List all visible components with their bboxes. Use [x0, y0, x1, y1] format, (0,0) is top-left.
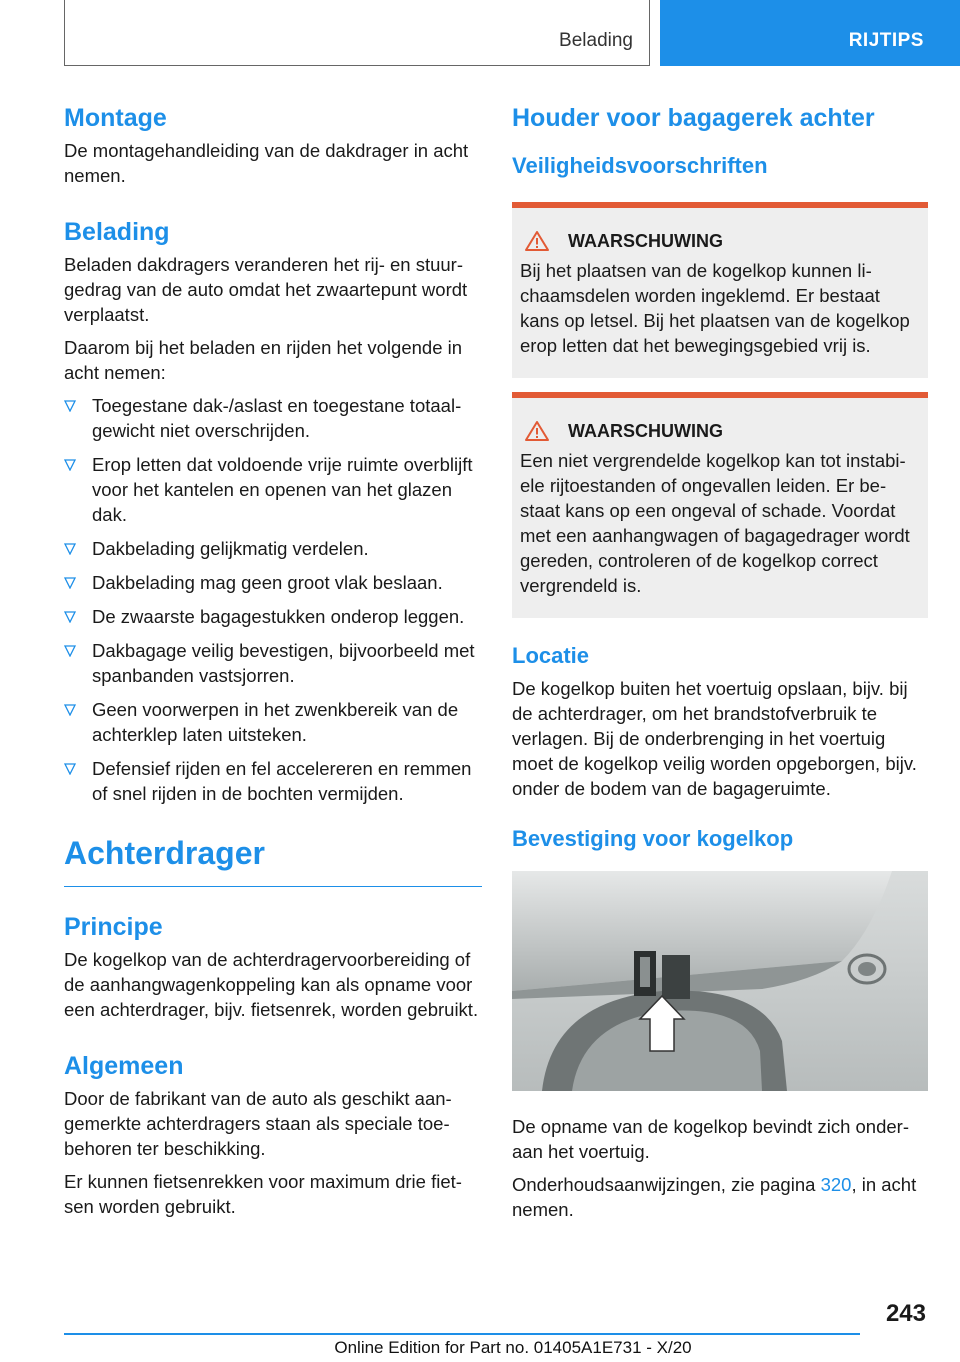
- list-item: De zwaarste bagagestukken onderop leggen.: [64, 604, 482, 629]
- heading-achterdrager: Achterdrager: [64, 828, 482, 887]
- tow-ball-mount-illustration: [512, 871, 928, 1091]
- list-item: Erop letten dat voldoende vrije ruimte overblijft voor het kantelen en openen van het glazen dak.: [64, 452, 482, 527]
- right-column: [512, 100, 928, 1230]
- heading-bevestiging: Bevestiging voor kogelkop: [512, 826, 794, 851]
- bevestiging-caption: De opname van de kogelkop bevindt zich onderaan het voertuig.: [512, 1116, 909, 1162]
- warning-text: Een niet vergrendelde kogelkop kan tot instabiele rijtoestanden of ongevallen leiden. Er bestaat kans op een ongeval of schade. Voordat met een aanhangwagen of bagagedrager wordt gereden, controleren of de kogelkop correct vergrendeld is.: [520, 450, 910, 596]
- triangle-bullet-icon: [64, 611, 76, 623]
- list-item: Dakbagage veilig bevestigen, bijvoorbeeld met spanbanden vastsjorren.: [64, 638, 482, 688]
- header-chapter-tab[interactable]: [660, 0, 960, 66]
- belading-text-2: Daarom bij het beladen en rijden het volgende in acht nemen:: [64, 337, 463, 383]
- belading-text-1: Beladen dakdragers veranderen het rij- en stuurgedrag van de auto omdat het zwaartepunt wordt verplaatst.: [64, 254, 468, 325]
- belading-list: [64, 393, 482, 806]
- warning-label: WAARSCHUWING: [568, 420, 723, 441]
- heading-principe: Principe: [64, 913, 163, 941]
- warning-box: [512, 392, 928, 618]
- algemeen-text-2: Er kunnen fietsenrekken voor maximum drie fietsen worden gebruikt.: [64, 1171, 462, 1217]
- page-header: [0, 0, 960, 66]
- list-item: Dakbelading mag geen groot vlak beslaan.: [64, 570, 482, 595]
- triangle-bullet-icon: [64, 400, 76, 412]
- locatie-text: De kogelkop buiten het voertuig opslaan, bijv. bij de achterdrager, om het brandstofverbruik te verlagen. Bij de onderbrenging in het voertuig moet de kogelkop veilig worden opgeborgen, bijv. onder de bodem van de bagageruimte.: [512, 678, 917, 799]
- footer-divider: [64, 1333, 860, 1335]
- heading-algemeen: Algemeen: [64, 1052, 184, 1080]
- heading-montage: Montage: [64, 104, 167, 132]
- list-item: Dakbelading gelijkmatig verdelen.: [64, 536, 482, 561]
- list-item: Defensief rijden en fel accelereren en remmen of snel rijden in de bochten vermijden.: [64, 756, 482, 806]
- list-item: Toegestane dak-/aslast en toegestane totaalgewicht niet overschrijden.: [64, 393, 482, 443]
- bevestiging-reference: Onderhoudsaanwijzingen, zie pagina 320, in acht nemen.: [512, 1174, 917, 1220]
- warning-label: WAARSCHUWING: [568, 230, 723, 251]
- footer-edition: Online Edition for Part no. 01405A1E731 - X/20: [334, 1338, 692, 1357]
- heading-belading: Belading: [64, 218, 170, 246]
- header-section-box: [64, 0, 650, 66]
- heading-locatie: Locatie: [512, 643, 590, 668]
- heading-houder: Houder voor bagagerek achter: [512, 104, 875, 132]
- left-column: [64, 100, 482, 1227]
- warning-text: Bij het plaatsen van de kogelkop kunnen lichaamsdelen worden ingeklemd. Er bestaat kans op letsel. Bij het plaatsen van de kogelkop erop letten dat het bewegingsgebied vrij is.: [520, 260, 910, 356]
- warning-box: [512, 202, 928, 378]
- principe-text: De kogelkop van de achterdragervoorbereiding of de aanhangwagenkoppeling kan als opname voor een achterdrager, bijv. fietsenrek, worden gebruikt.: [64, 949, 479, 1020]
- triangle-bullet-icon: [64, 763, 76, 775]
- list-item: Geen voorwerpen in het zwenkbereik van de achterklep laten uitsteken.: [64, 697, 482, 747]
- triangle-bullet-icon: [64, 704, 76, 716]
- header-section-title: Belading: [559, 30, 633, 51]
- warning-triangle-icon: [524, 420, 550, 442]
- triangle-bullet-icon: [64, 543, 76, 555]
- heading-veiligheid: Veiligheidsvoorschriften: [512, 153, 768, 178]
- page-reference-link[interactable]: 320: [820, 1174, 852, 1195]
- header-chapter-label: RIJTIPS: [848, 30, 924, 51]
- montage-text: De montagehandleiding van de dakdrager in acht nemen.: [64, 140, 469, 186]
- page-number: 243: [885, 1300, 926, 1327]
- triangle-bullet-icon: [64, 577, 76, 589]
- warning-triangle-icon: [524, 230, 550, 252]
- triangle-bullet-icon: [64, 645, 76, 657]
- algemeen-text-1: Door de fabrikant van de auto als geschikt aangemerkte achterdragers staan als speciale toebehoren ter beschikking.: [64, 1088, 452, 1159]
- triangle-bullet-icon: [64, 459, 76, 471]
